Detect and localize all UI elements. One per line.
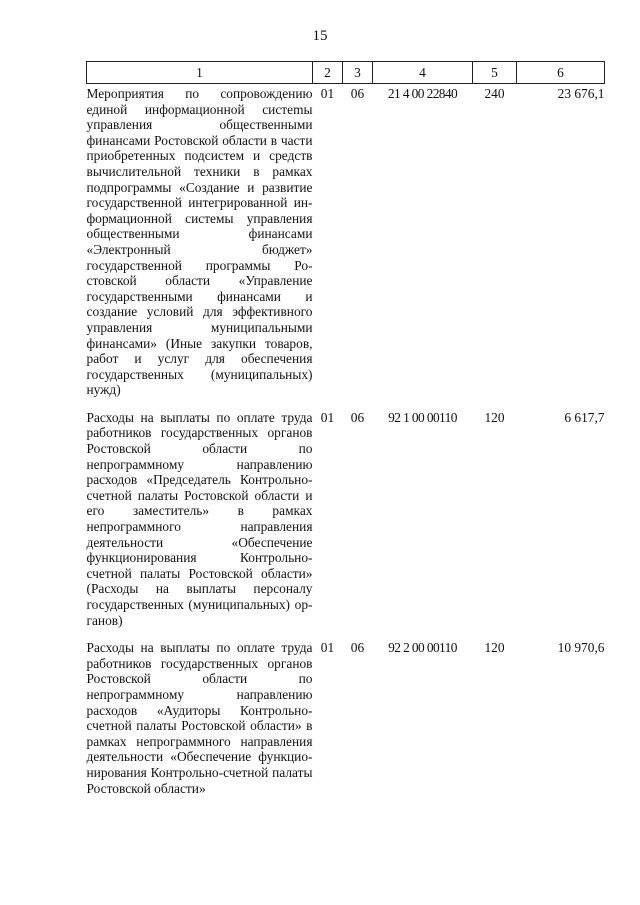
- row-target-article: 21 4 00 22840: [387, 86, 458, 101]
- row-spacer: [87, 628, 605, 638]
- page-number: 15: [312, 28, 328, 44]
- col-header-amount: 6: [517, 62, 605, 84]
- table-row: [87, 84, 605, 398]
- row-subsection: 06: [350, 409, 365, 425]
- col-header-expense-type: 5: [473, 62, 517, 84]
- budget-table: [86, 61, 605, 796]
- row-target-article: 92 1 00 00110: [388, 409, 457, 425]
- col-header-subsection: 3: [343, 62, 373, 84]
- row-spacer: [87, 398, 605, 408]
- row-expense-type: 120: [484, 409, 505, 425]
- col-header-section: 2: [313, 62, 343, 84]
- header-row: [87, 62, 605, 84]
- row-amount: 10 970,6: [557, 640, 605, 656]
- table-row: [87, 408, 605, 628]
- row-expense-type: 240: [484, 86, 505, 101]
- row-subsection: 06: [350, 640, 365, 656]
- row-amount: 6 617,7: [564, 409, 605, 425]
- row-amount: 23 676,1: [557, 86, 605, 101]
- row-expense-type: 120: [484, 640, 505, 656]
- col-header-name: 1: [87, 62, 313, 84]
- row-section: 01: [320, 640, 335, 656]
- col-header-target-article: 4: [373, 62, 473, 84]
- row-name: Мероприятия по сопровождению единой информационной систеmы управления общественными финансами Ростовской области в части приобретенных подсистем и средств вычислительной техники в рамках подпрограммы «Создание и развитие государственной интегрированной информационной системы управления общественными финансами «Электронный бюджет» государственной программы Ростовской области «Управление государственными финансами и создание условий для эффективного управления муниципальными финансами» (Иные закупки товаров, работ и услуг для обеспечения государственных (муниципальных) нужд): [86, 86, 313, 398]
- row-name: Расходы на выплаты по оплате труда работников государственных органов Ростовской области по непрограммному направлению расходов «Председатель Контрольно-счетной палаты Ростовской области и его заместитель» в рамках непрограммного направления деятельности «Обеспечение функционирования Контрольно-счетной палаты Ростовской области» (Расходы на выплаты персоналу государственных (муниципальных) органов): [86, 409, 313, 628]
- row-name: Расходы на выплаты по оплате труда работников государственных органов Ростовской области по непрограммному направлению расходов «Аудиторы Контрольно-счетной палаты Ростовской области» в рамках непрограммного направления деятельности «Обеспечение функционирования Контрольно-счетной палаты Ростовской области»: [86, 640, 313, 796]
- row-subsection: 06: [350, 86, 365, 101]
- row-target-article: 92 2 00 00110: [388, 640, 457, 656]
- row-section: 01: [320, 86, 335, 101]
- table-row: [87, 638, 605, 796]
- row-section: 01: [320, 409, 335, 425]
